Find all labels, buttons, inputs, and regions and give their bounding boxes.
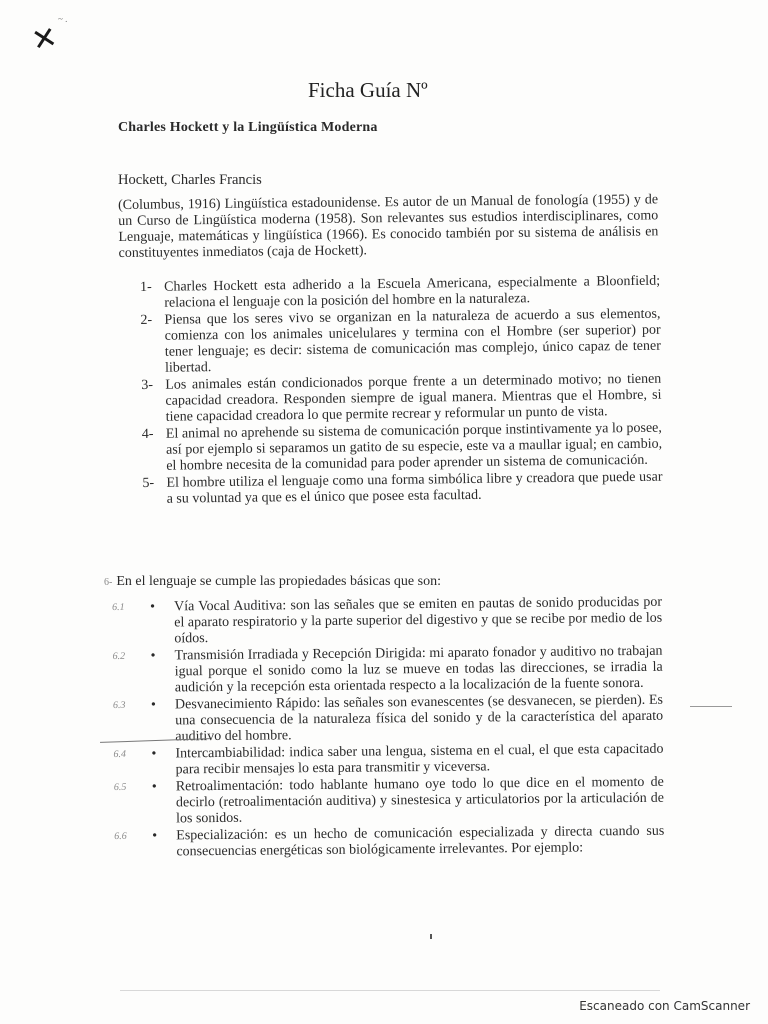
bullet-icon: • xyxy=(151,746,157,762)
item-text: El hombre utiliza el lenguaje como una forma simbólica libre y creadora que puede usar a su voluntad ya que es el único que posee esta facultad. xyxy=(166,469,663,507)
item-number: 4- xyxy=(141,426,154,442)
list-item xyxy=(113,742,663,779)
property-text: Especialización: es un hecho de comunicación especializada y directa cuando sus consecuencias energéticas son biológicamente irrelevantes. Por ejemplo: xyxy=(176,823,665,860)
property-text: Desvanecimiento Rápido: las señales son evanescentes (se desvanecen, se pierden). Es una consecuencia de la naturaleza física del sonido y de la característica del aparato auditivo del hombre. xyxy=(174,692,664,745)
scanner-watermark: Escaneado con CamScanner xyxy=(579,999,750,1013)
handwritten-number: 6.4 xyxy=(113,748,127,760)
item-text: Los animales están condicionados porque frente a un determinado motivo; no tienen capacidad creadora. Responden siempre de igual manera. Mientras que el Hombre, si tiene capacidad creadora lo que permite recrear y reformular un punto de vista. xyxy=(165,371,662,425)
numbered-points-list xyxy=(140,274,663,509)
list-item xyxy=(140,274,660,312)
page-bottom-line xyxy=(120,990,660,991)
bullet-icon: • xyxy=(151,779,157,795)
property-text: Intercambiabilidad: indica saber una lengua, sistema en el cual, el que esta capacitado para recibir mensajes lo esta para transmitir y viceversa. xyxy=(175,741,664,778)
handwritten-scribble: ~ . xyxy=(58,14,68,24)
item-text: Piensa que los seres vivo se organizan en la naturaleza de acuerdo a sus elementos, comienza con los animales unicelulares y termina con el Hombre (ser superior) por tener lenguaje; es decir: sistema de comunicación mas complejo, único capaz de tener libertad. xyxy=(164,306,661,376)
item-number: 1- xyxy=(140,279,152,295)
properties-intro-text: En el lenguaje se cumple las propiedades básicas que son: xyxy=(116,574,441,589)
margin-dash xyxy=(690,706,732,707)
item-number: 3- xyxy=(141,377,154,393)
handwritten-number: 6.5 xyxy=(113,781,127,793)
list-item xyxy=(141,372,662,426)
bullet-icon: • xyxy=(150,648,156,664)
list-item xyxy=(112,644,662,697)
list-item xyxy=(140,307,661,377)
handwritten-number: 6.6 xyxy=(114,830,127,842)
handwritten-number: 6- xyxy=(104,577,113,588)
handwritten-number: 6.2 xyxy=(112,650,126,662)
list-item xyxy=(114,824,664,861)
properties-list xyxy=(112,595,664,862)
list-item xyxy=(142,470,662,508)
property-text: Vía Vocal Auditiva: son las señales que se emiten en pautas de sonido producidas por el aparato respiratorio y la parte superior del digestivo y que se recibe por medio de los oídos. xyxy=(173,594,663,647)
properties-intro xyxy=(104,574,441,590)
page-title: Ficha Guía Nº xyxy=(308,78,428,102)
item-text: El animal no aprehende su sistema de comunicación porque instintivamente ya lo posee, así por ejemplo si separamos un gatito de su especie, este va a maullar igual; en cambio, el hombre necesita de la comunidad para poder aprender un sistema de comunicación. xyxy=(165,420,663,474)
intro-paragraph: (Columbus, 1916) Lingüística estadounidense. Es autor de un Manual de fonología (1955) y de un Curso de Lingüística moderna (1958). Son relevantes sus estudios interdisciplinares, como Lenguaje, matemáticas y lingüística (1966). Es conocido también por su sistema de análisis en constituyentes inmediatos (caja de Hockett). xyxy=(118,192,659,261)
list-item xyxy=(112,595,662,648)
list-item xyxy=(114,775,664,828)
author-heading: Hockett, Charles Francis xyxy=(118,172,262,188)
ink-speck xyxy=(430,934,432,939)
property-text: Transmisión Irradiada y Recepción Dirigida: mi aparato fonador y auditivo no trabajan igual porque el sonido como la luz se mueve en todas las direcciones, se irradia la audición y la recepción esta orientada respecto a la localización de la fuente sonora. xyxy=(174,643,663,696)
handwritten-number: 6.1 xyxy=(112,601,125,613)
handwritten-number: 6.3 xyxy=(112,699,126,711)
handwritten-x-mark: ✕ xyxy=(28,19,61,60)
list-item xyxy=(142,421,663,475)
page-subtitle: Charles Hockett y la Lingüística Moderna xyxy=(118,120,378,135)
bullet-icon: • xyxy=(150,697,156,713)
property-text: Retroalimentación: todo hablante humano oye todo lo que dice en el momento de decirlo (retroalimentación auditiva) y sinestesica y articulatorios por la articulación de los sonidos. xyxy=(175,774,665,827)
bullet-icon: • xyxy=(149,599,156,615)
item-number: 2- xyxy=(140,312,153,328)
item-text: Charles Hockett esta adherido a la Escuela Americana, especialmente a Bloonfield; relaciona el lenguaje con la posición del hombre en la naturaleza. xyxy=(163,273,661,311)
item-number: 5- xyxy=(142,475,155,491)
bullet-icon: • xyxy=(152,828,158,844)
